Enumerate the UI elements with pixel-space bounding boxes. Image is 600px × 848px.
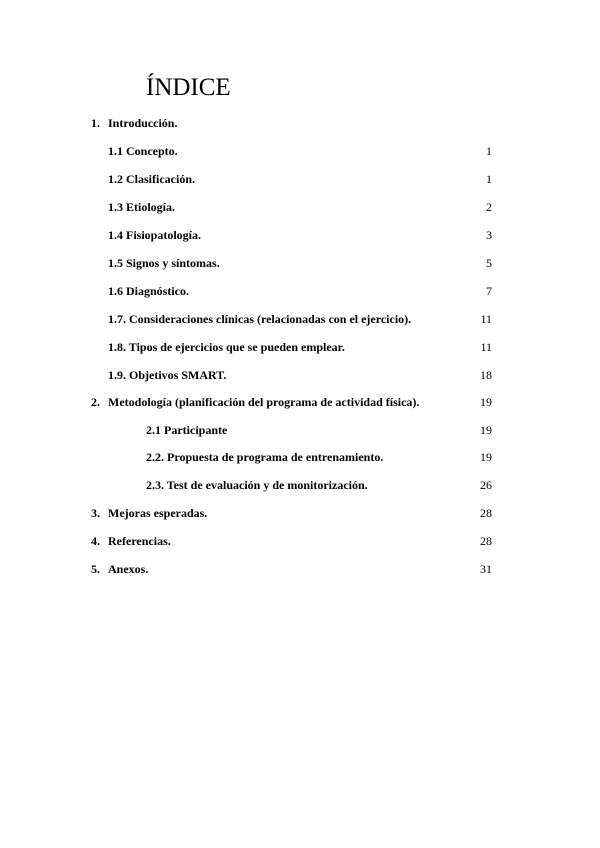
toc-entry-label: 2.1 Participante bbox=[146, 423, 228, 437]
toc-entry-page: 26 bbox=[480, 478, 492, 492]
toc-entry-consideraciones bbox=[0, 310, 600, 328]
toc-entry-tipos-ejercicios bbox=[0, 338, 600, 356]
toc-entry-referencias bbox=[0, 532, 600, 550]
toc-entry-label: Introducción. bbox=[108, 116, 178, 130]
toc-entry-metodologia bbox=[0, 393, 600, 411]
toc-entry-label: 1.1 Concepto. bbox=[108, 144, 178, 158]
toc-entry-page: 19 bbox=[480, 423, 492, 437]
toc-entry-anexos bbox=[0, 560, 600, 578]
toc-entry-label: Metodología (planificación del programa de actividad física). bbox=[108, 395, 420, 409]
toc-entry-number: 4. bbox=[91, 534, 100, 548]
toc-entry-label: Anexos. bbox=[108, 562, 149, 576]
toc-entry-label: 1.3 Etiología. bbox=[108, 200, 176, 214]
toc-entry-label: 2.2. Propuesta de programa de entrenamiento. bbox=[146, 450, 384, 464]
toc-entry-introduccion bbox=[0, 114, 600, 132]
toc-entry-page: 28 bbox=[480, 506, 492, 520]
toc-entry-page: 5 bbox=[486, 256, 492, 270]
toc-entry-propuesta bbox=[0, 448, 600, 466]
toc-entry-label: 1.4 Fisiopatología. bbox=[108, 228, 202, 242]
toc-entry-objetivos bbox=[0, 366, 600, 384]
toc-entry-label: 1.9. Objetivos SMART. bbox=[108, 368, 227, 382]
toc-entry-number: 5. bbox=[91, 562, 100, 576]
toc-entry-label: Referencias. bbox=[108, 534, 171, 548]
toc-entry-label: 1.7. Consideraciones clínicas (relacionadas con el ejercicio). bbox=[108, 312, 412, 326]
toc-entry-label: 1.5 Signos y síntomas. bbox=[108, 256, 220, 270]
toc-entry-page: 19 bbox=[480, 450, 492, 464]
toc-entry-signos bbox=[0, 254, 600, 272]
toc-entry-page: 1 bbox=[486, 144, 492, 158]
toc-entry-page: 3 bbox=[486, 228, 492, 242]
toc-entry-label: 1.6 Diagnóstico. bbox=[108, 284, 189, 298]
toc-entry-etiologia bbox=[0, 198, 600, 216]
toc-entry-participante bbox=[0, 421, 600, 439]
toc-entry-label: Mejoras esperadas. bbox=[108, 506, 208, 520]
toc-entry-page: 31 bbox=[480, 562, 492, 576]
toc-entry-label: 2.3. Test de evaluación y de monitorización. bbox=[146, 478, 368, 492]
toc-entry-page: 18 bbox=[480, 368, 492, 382]
toc-entry-page: 11 bbox=[480, 312, 492, 326]
toc-entry-test-evaluacion bbox=[0, 476, 600, 494]
toc-entry-number: 3. bbox=[91, 506, 100, 520]
toc-entry-page: 2 bbox=[486, 200, 492, 214]
toc-entry-page: 19 bbox=[480, 395, 492, 409]
toc-entry-clasificacion bbox=[0, 170, 600, 188]
toc-entry-label: 1.8. Tipos de ejercicios que se pueden emplear. bbox=[108, 340, 345, 354]
toc-entry-page: 11 bbox=[480, 340, 492, 354]
toc-entry-fisiopatologia bbox=[0, 226, 600, 244]
toc-entry-page: 7 bbox=[486, 284, 492, 298]
toc-entry-mejoras bbox=[0, 504, 600, 522]
toc-entry-page: 28 bbox=[480, 534, 492, 548]
toc-entry-label: 1.2 Clasificación. bbox=[108, 172, 195, 186]
toc-entry-page: 1 bbox=[486, 172, 492, 186]
toc-entry-number: 1. bbox=[91, 116, 100, 130]
page-title: ÍNDICE bbox=[146, 74, 231, 101]
toc-entry-number: 2. bbox=[91, 395, 100, 409]
toc-entry-diagnostico bbox=[0, 282, 600, 300]
toc-entry-concepto bbox=[0, 142, 600, 160]
